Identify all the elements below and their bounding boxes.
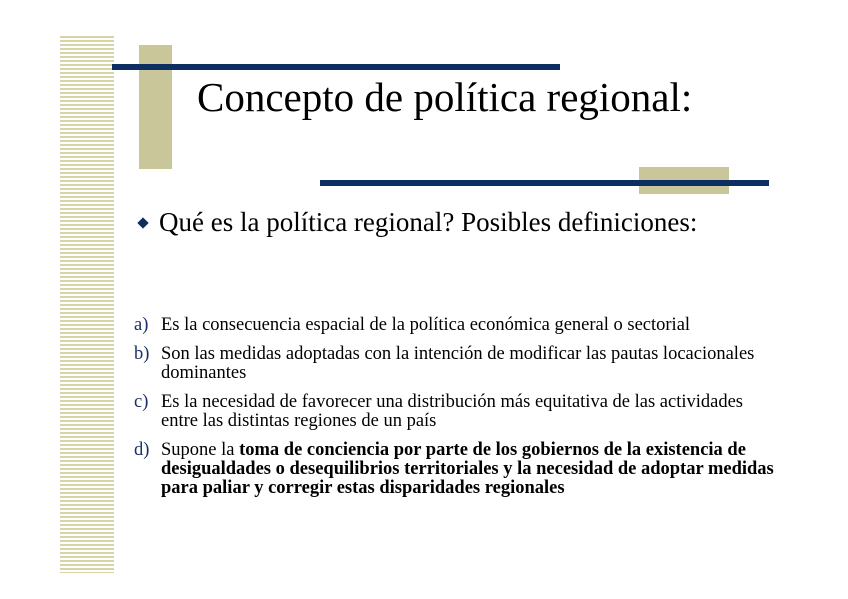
decorative-navy-bar-top [112,64,560,70]
definition-text: Es la consecuencia espacial de la política económica general o sectorial [161,315,691,335]
slide-title: Concepto de política regional: [197,74,693,120]
definition-marker: d) [134,440,150,460]
definition-item-d [134,441,774,498]
definitions-list [134,316,774,508]
definition-item-a [134,316,774,335]
diamond-bullet-icon [137,217,148,228]
definition-text: Son las medidas adoptadas con la intención de modificar las pautas locacionales dominantes [161,344,755,383]
definition-text: Supone la [161,440,240,460]
main-bullet [139,208,699,236]
definition-item-b [134,345,774,383]
definition-item-c [134,393,774,431]
definition-bold-text: toma de conciencia por parte de los gobiernos de la existencia de desigualdades o desequilibrios territoriales y la necesidad de adoptar medidas para paliar y corregir estas disparidades regionales [161,440,774,498]
definition-marker: c) [134,392,149,412]
definition-marker: a) [134,315,149,335]
definition-text: Es la necesidad de favorecer una distribución más equitativa de las actividades entre las distintas regiones de un país [161,392,744,431]
decorative-navy-bar-middle [320,180,769,186]
main-bullet-text: Qué es la política regional? Posibles definiciones: [159,207,698,237]
definition-marker: b) [134,344,150,364]
decorative-stripe-strip [60,36,114,573]
